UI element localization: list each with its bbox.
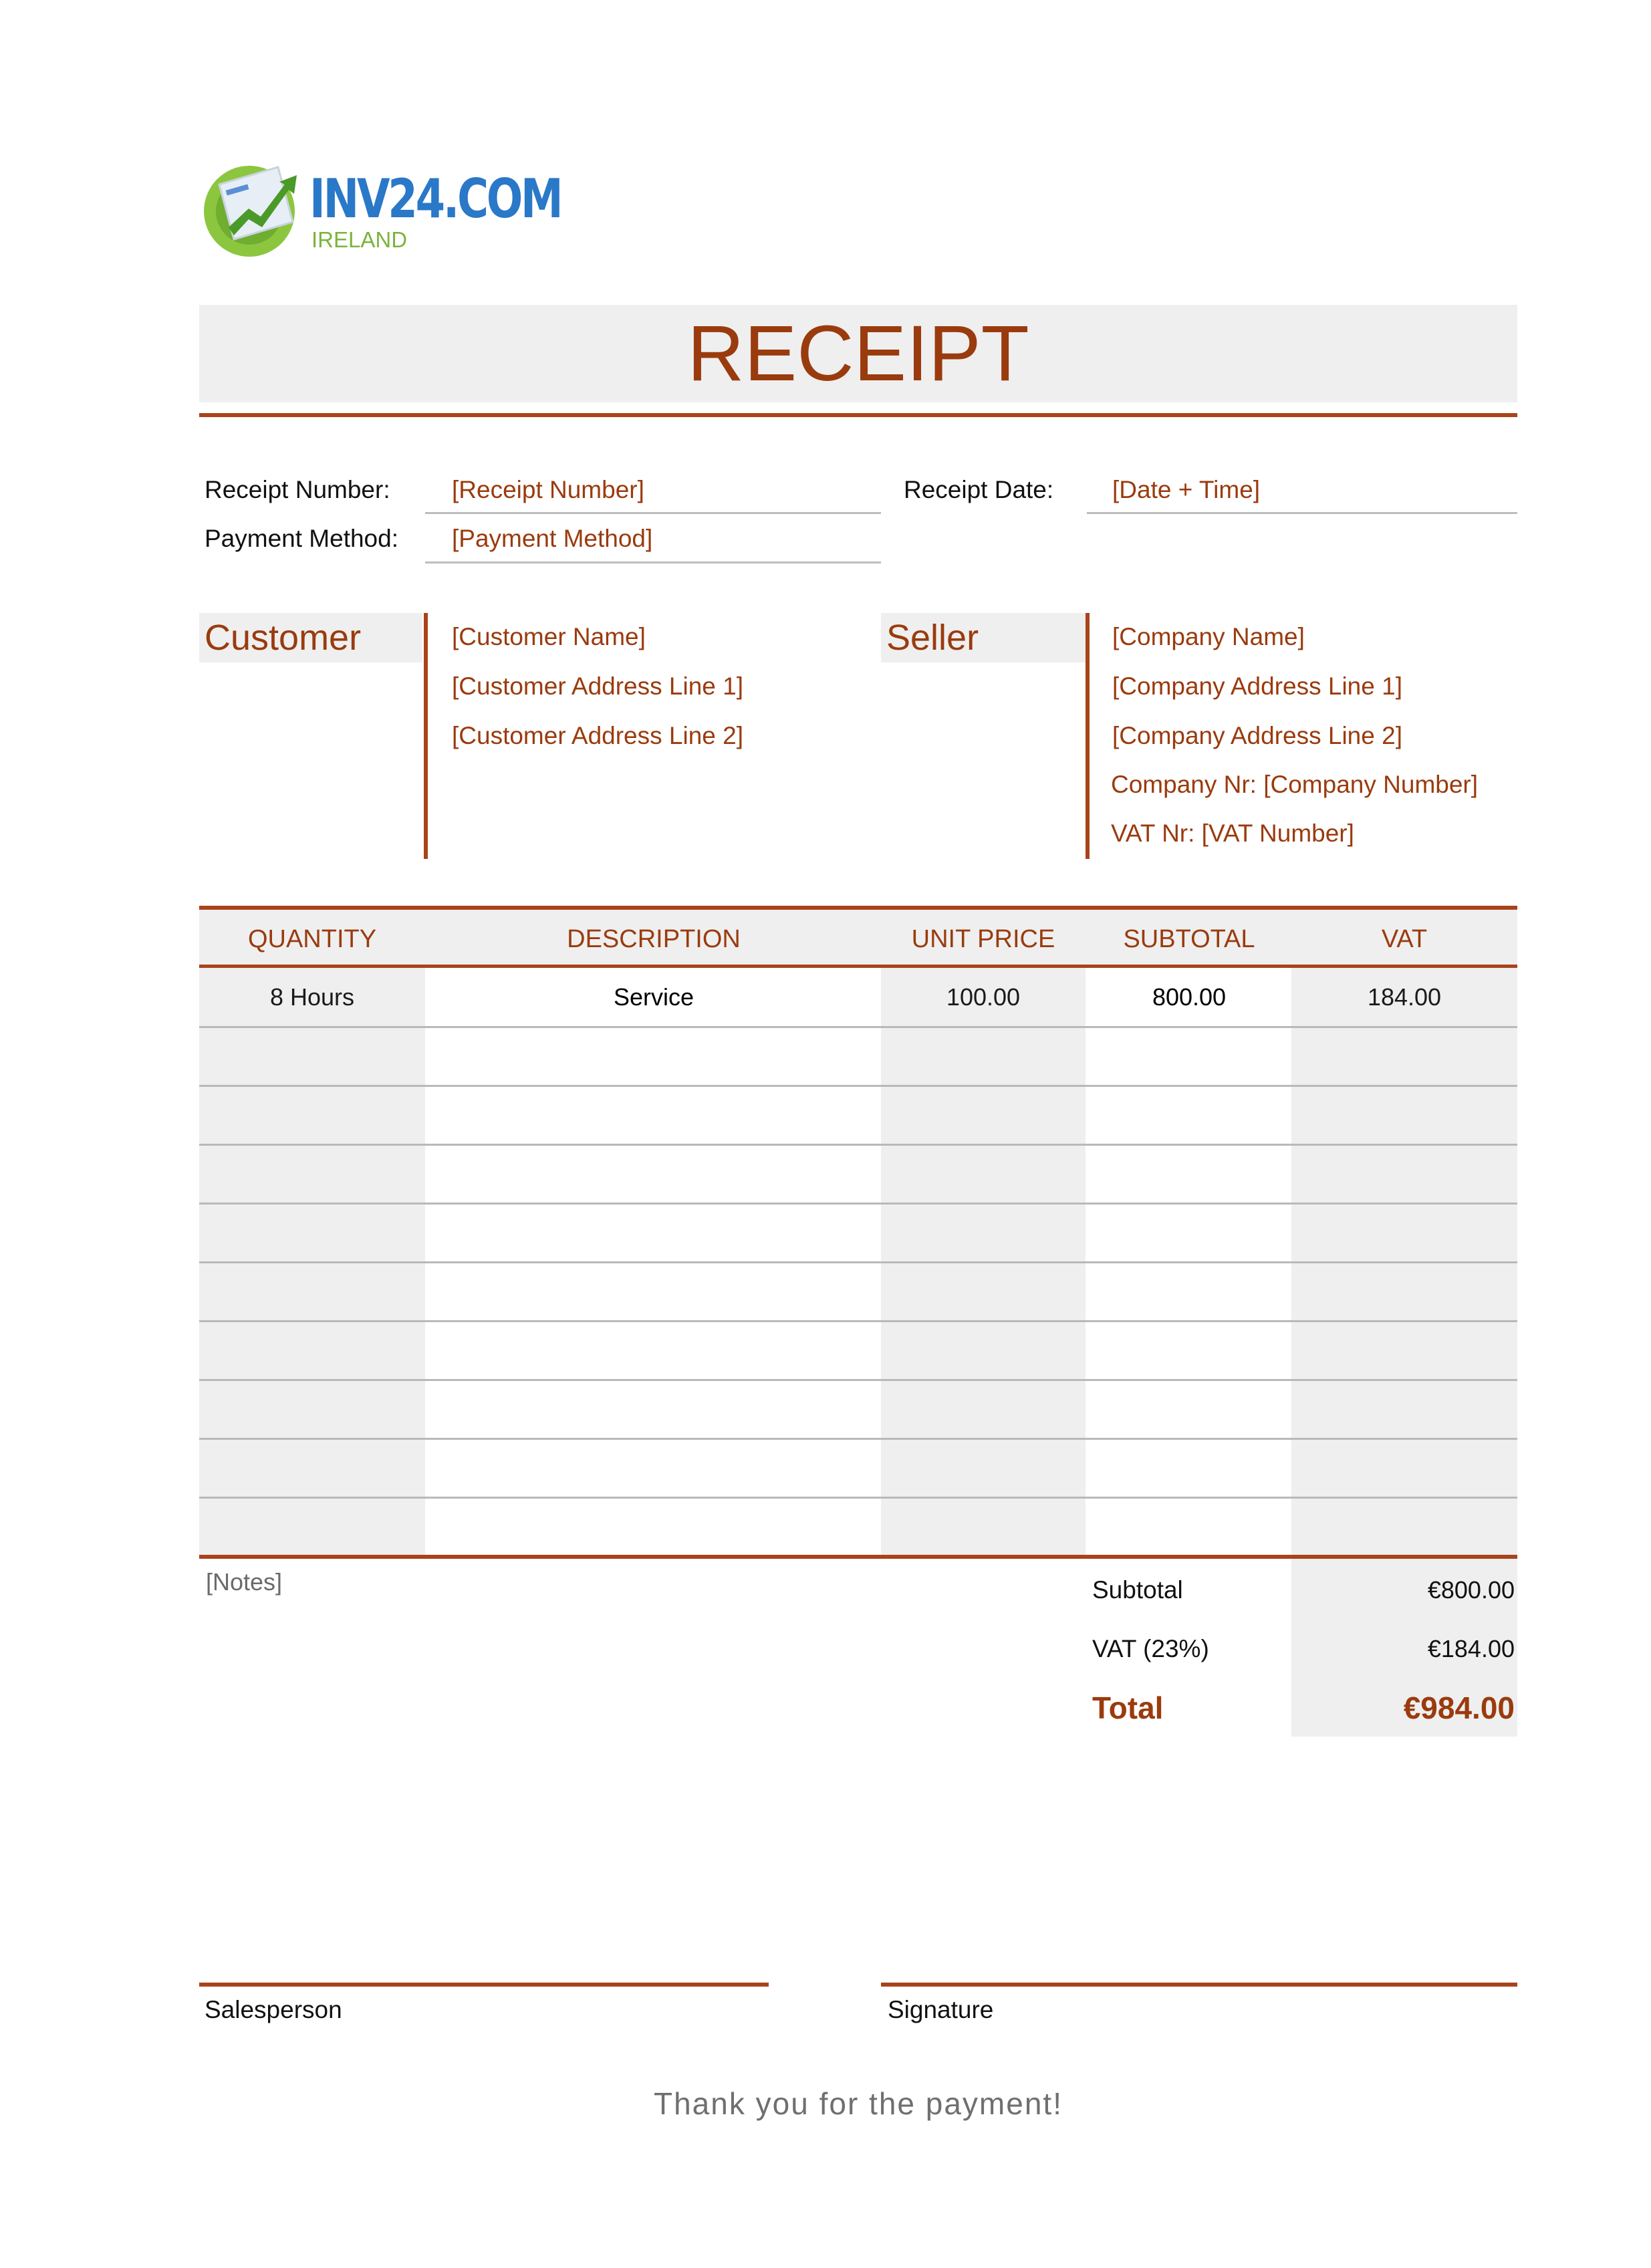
row-divider	[199, 1203, 1517, 1205]
title-divider	[199, 413, 1517, 417]
page-title: RECEIPT	[687, 309, 1029, 398]
cell-unit-price[interactable]: 100.00	[946, 983, 1021, 1011]
cell-description[interactable]: Service	[613, 983, 694, 1011]
total-value: €984.00	[1403, 1690, 1515, 1725]
notes-field[interactable]: [Notes]	[206, 1568, 283, 1596]
column-header-vat: VAT	[1381, 925, 1428, 953]
logo-icon	[199, 158, 306, 258]
row-divider	[199, 1085, 1517, 1087]
signature-line	[881, 1983, 1517, 1987]
receipt-date-underline	[1087, 512, 1517, 514]
row-divider	[199, 1438, 1517, 1440]
payment-method-underline	[425, 561, 881, 563]
receipt-number-field[interactable]: [Receipt Number]	[452, 476, 644, 503]
cell-vat: 184.00	[1367, 983, 1442, 1011]
column-header-subtotal: SUBTOTAL	[1123, 925, 1255, 953]
subtotal-label: Subtotal	[1092, 1576, 1183, 1604]
column-header-unit-price: UNIT PRICE	[911, 925, 1055, 953]
row-divider	[199, 1320, 1517, 1322]
column-header-description: DESCRIPTION	[567, 925, 741, 953]
footer-thank-you: Thank you for the payment!	[654, 2086, 1063, 2121]
salesperson-label: Salesperson	[205, 1996, 342, 2023]
row-divider	[199, 1261, 1517, 1263]
vat-value: €184.00	[1427, 1635, 1515, 1662]
vat-label: VAT (23%)	[1092, 1635, 1209, 1662]
customer-name[interactable]: [Customer Name]	[452, 623, 646, 650]
row-divider	[199, 1144, 1517, 1146]
company-number[interactable]: Company Nr: [Company Number]	[1111, 771, 1479, 798]
column-header-quantity: QUANTITY	[247, 925, 377, 953]
receipt-date-field[interactable]: [Date + Time]	[1112, 476, 1261, 503]
customer-address-line-1[interactable]: [Customer Address Line 1]	[452, 672, 743, 700]
receipt-date-label: Receipt Date:	[904, 476, 1054, 503]
subtotal-value: €800.00	[1427, 1576, 1515, 1604]
row-divider	[199, 1497, 1517, 1499]
seller-heading: Seller	[886, 618, 979, 658]
salesperson-line	[199, 1983, 769, 1987]
row-divider	[199, 1379, 1517, 1381]
company-address-line-2[interactable]: [Company Address Line 2]	[1112, 722, 1402, 749]
company-address-line-1[interactable]: [Company Address Line 1]	[1112, 672, 1402, 700]
company-logo	[199, 158, 561, 258]
company-name[interactable]: [Company Name]	[1112, 623, 1305, 650]
seller-divider	[1086, 613, 1090, 859]
cell-quantity[interactable]: 8 Hours	[269, 983, 355, 1011]
signature-label: Signature	[888, 1996, 994, 2023]
payment-method-label: Payment Method:	[205, 525, 398, 552]
row-divider	[199, 1026, 1517, 1028]
vat-number[interactable]: VAT Nr: [VAT Number]	[1111, 820, 1354, 847]
logo-subtitle: IRELAND	[311, 227, 408, 252]
logo-name: INV24.COM	[309, 168, 561, 230]
total-label: Total	[1092, 1690, 1164, 1725]
payment-method-field[interactable]: [Payment Method]	[452, 525, 653, 552]
cell-subtotal: 800.00	[1152, 983, 1227, 1011]
customer-heading: Customer	[205, 618, 362, 658]
customer-divider	[424, 613, 428, 859]
customer-address-line-2[interactable]: [Customer Address Line 2]	[452, 722, 743, 749]
receipt-number-underline	[425, 512, 881, 514]
receipt-number-label: Receipt Number:	[205, 476, 390, 503]
